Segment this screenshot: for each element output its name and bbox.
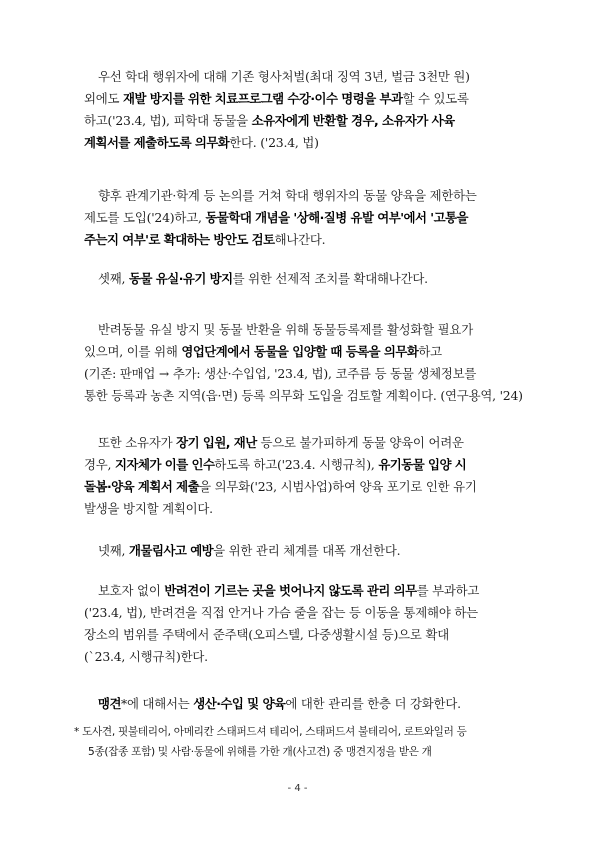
body-text: 해나간다. xyxy=(274,232,326,247)
body-text: (`23.4, 시행규칙)한다. xyxy=(84,649,208,664)
body-text: 보호자 없이 xyxy=(98,583,165,598)
text-line xyxy=(84,580,538,602)
emphasis-text: 맹견 xyxy=(98,696,121,711)
text-line xyxy=(84,476,538,498)
text-line xyxy=(84,110,538,132)
body-text: 또한 소유자가 xyxy=(98,435,177,450)
paragraph-pet-registration xyxy=(84,319,538,407)
body-text: 을 위한 관리 체계를 대폭 개선한다. xyxy=(213,543,401,558)
paragraph-abuse-concept xyxy=(84,185,538,251)
body-text: 향후 관계기관·학계 등 논의를 거쳐 학대 행위자의 동물 양육을 제한하는 xyxy=(98,188,477,203)
body-text: 를 위한 선제적 조치를 확대해나간다. xyxy=(232,271,428,286)
paragraph-dangerous-dog xyxy=(84,693,538,715)
body-text: 장소의 범위를 주택에서 준주택(오피스텔, 다중생활시설 등)으로 확대 xyxy=(84,627,449,642)
text-line xyxy=(84,88,538,110)
emphasis-text: 반려견이 기르는 곳을 벗어나지 않도록 관리 의무 xyxy=(164,583,417,598)
text-line xyxy=(84,498,538,520)
emphasis-text: 계획서를 제출하도록 의무화 xyxy=(84,135,230,150)
body-text: 넷째, xyxy=(98,543,130,558)
text-line xyxy=(84,385,538,407)
body-text: 외에도 xyxy=(84,91,124,106)
text-line xyxy=(84,602,538,624)
text-line xyxy=(84,341,538,363)
text-line xyxy=(84,229,538,251)
body-text: *에 대해서는 xyxy=(120,696,194,711)
body-text: 할 수 있도록 xyxy=(402,91,469,106)
body-text: 하도록 하고('23.4. 시행규칙), xyxy=(214,457,379,472)
paragraph-abuser-treatment xyxy=(84,66,538,154)
text-line xyxy=(84,454,538,476)
text-line xyxy=(84,268,538,290)
emphasis-text: 소유자에게 반환할 경우, 소유자가 사육 xyxy=(251,113,455,128)
emphasis-text: 생산·수입 및 양육 xyxy=(193,696,286,711)
body-text: (기존: 판매업 → 추가: 생산·수입업, '23.4, 법), 코주름 등 동물 생체정보를 xyxy=(84,366,477,381)
text-line xyxy=(84,693,538,715)
body-text: 경우, xyxy=(84,457,116,472)
body-text: 에 대한 관리를 한층 더 강화한다. xyxy=(285,696,461,711)
emphasis-text: 주는지 여부'로 확대하는 방안도 검토 xyxy=(84,232,275,247)
emphasis-text: 지자체가 이를 인수 xyxy=(115,457,215,472)
emphasis-text: 개물림사고 예방 xyxy=(129,543,214,558)
footnote-line: * 도사견, 핏불테리어, 아메리칸 스태퍼드셔 테리어, 스태퍼드셔 불테리어, 로트와일러 등 xyxy=(74,726,467,738)
text-line xyxy=(84,624,538,646)
paragraph-dog-control-duty xyxy=(84,580,538,668)
paragraph-third-loss-prevention xyxy=(84,268,538,290)
text-line xyxy=(84,319,538,341)
emphasis-text: 동물학대 개념을 '상해·질병 유발 여부'에서 '고통을 xyxy=(205,210,468,225)
body-text: 발생을 방지할 계획이다. xyxy=(84,501,213,516)
body-text: 있으며, 이를 위해 xyxy=(84,344,182,359)
emphasis-text: 재발 방지를 위한 치료프로그램 수강·이수 명령을 부과 xyxy=(123,91,403,106)
text-line xyxy=(84,363,538,385)
body-text: 하고('23.4, 법), 피학대 동물을 xyxy=(84,113,252,128)
body-text: 셋째, xyxy=(98,271,130,286)
body-text: 하고 xyxy=(418,344,442,359)
text-line xyxy=(84,207,538,229)
body-text: 통한 등록과 농촌 지역(읍·면) 등록 의무화 도입을 검토할 계획이다. (연구용역, '24) xyxy=(84,388,523,403)
emphasis-text: 영업단계에서 동물을 입양할 때 등록을 의무화 xyxy=(181,344,419,359)
body-text: ('23.4, 법), 반려견을 직접 안거나 가슴 줄을 잡는 등 이동을 통제해야 하는 xyxy=(84,605,478,620)
text-line xyxy=(84,646,538,668)
body-text: 우선 학대 행위자에 대해 기존 형사처벌(최대 징역 3년, 벌금 3천만 원) xyxy=(98,69,470,84)
emphasis-text: 돌봄·양육 계획서 제출 xyxy=(84,479,200,494)
footnote xyxy=(74,722,544,762)
text-line xyxy=(84,132,538,154)
body-text: 를 부과하고 xyxy=(416,583,480,598)
paragraph-owner-surrender xyxy=(84,432,538,520)
body-text: 등으로 불가피하게 동물 양육이 어려운 xyxy=(256,435,464,450)
body-text: 을 의무화('23, 시범사업)하여 양육 포기로 인한 유기 xyxy=(199,479,477,494)
text-line xyxy=(84,540,538,562)
body-text: 제도를 도입('24)하고, xyxy=(84,210,206,225)
emphasis-text: 동물 유실·유기 방지 xyxy=(129,271,233,286)
body-text: 한다. ('23.4, 법) xyxy=(229,135,319,150)
emphasis-text: 유기동물 입양 시 xyxy=(378,457,467,472)
paragraph-fourth-dog-bite xyxy=(84,540,538,562)
text-line xyxy=(84,66,538,88)
text-line xyxy=(84,432,538,454)
emphasis-text: 장기 입원, 재난 xyxy=(176,435,257,450)
text-line xyxy=(84,185,538,207)
page-number: - 4 - xyxy=(287,783,308,794)
body-text: 반려동물 유실 방지 및 동물 반환을 위해 동물등록제를 활성화할 필요가 xyxy=(98,322,473,337)
footnote-line: 5종(잡종 포함) 및 사람·동물에 위해를 가한 개(사고견) 중 맹견지정을 받은 개 xyxy=(88,746,432,758)
